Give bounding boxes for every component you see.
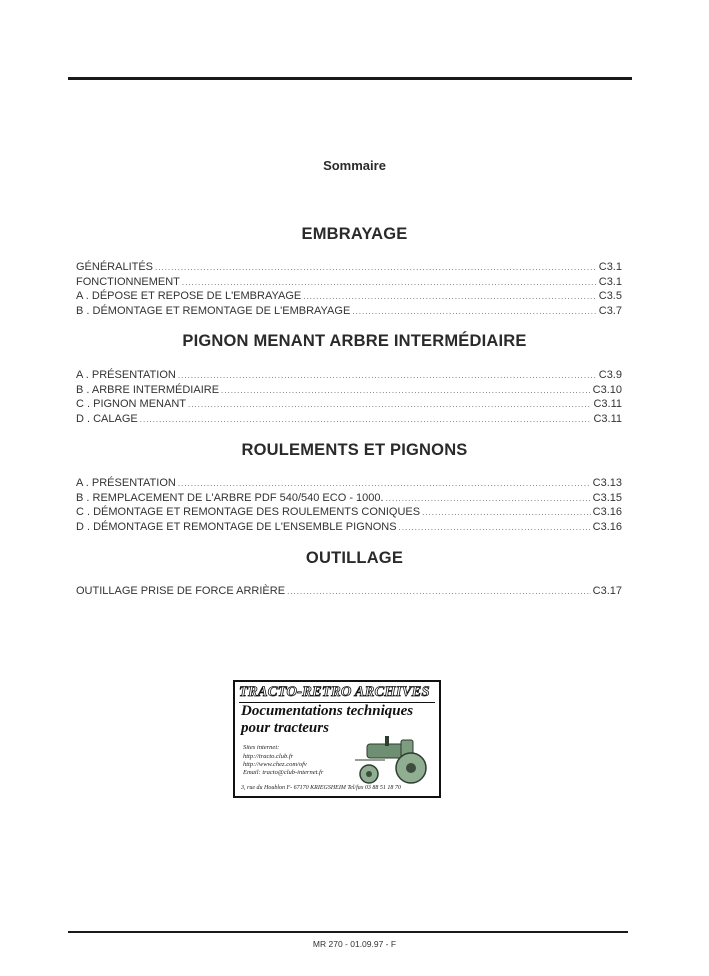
toc-pignon (76, 369, 622, 427)
bottom-rule (68, 931, 628, 933)
toc-entry: A . PRÉSENTATION ..... C3.9 (76, 369, 622, 384)
archive-stamp (233, 680, 441, 798)
toc-entry: B . DÉMONTAGE ET REMONTAGE DE L'EMBRAYAGE ..... C3.7 (76, 305, 622, 320)
toc-entry: A . PRÉSENTATION ..... C3.13 (76, 477, 622, 492)
page-title: Sommaire (323, 158, 386, 173)
toc-entry: B . ARBRE INTERMÉDIAIRE ..... C3.10 (76, 384, 622, 399)
stamp-sites-label: Sites internet: (243, 744, 280, 751)
toc-entry: C . DÉMONTAGE ET REMONTAGE DES ROULEMENTS CONIQUES ..... C3.16 (76, 506, 622, 521)
toc-entry: D . CALAGE ..... C3.11 (76, 413, 622, 428)
footer-reference: MR 270 - 01.09.97 - F (312, 939, 397, 949)
toc-entry: C . PIGNON MENANT ..... C3.11 (76, 398, 622, 413)
top-rule (68, 77, 632, 80)
toc-entry: D . DÉMONTAGE ET REMONTAGE DE L'ENSEMBLE PIGNONS ..... C3.16 (76, 521, 622, 536)
stamp-site1: http://tracto.club.fr (243, 753, 294, 760)
toc-entry: FONCTIONNEMENT ..... C3.1 (76, 276, 622, 291)
toc-roulements (76, 477, 622, 535)
stamp-address: 3, rue du Houblon F- 67170 KRIEGSHEIM Tel/fax 03 88 51 18 70 (241, 785, 401, 791)
stamp-line1: Documentations techniques (241, 703, 414, 719)
toc-entry: OUTILLAGE PRISE DE FORCE ARRIÈRE ..... C3.17 (76, 585, 622, 600)
section-heading-roulements: ROULEMENTS ET PIGNONS (241, 441, 468, 459)
stamp-name: TRACTO-RETRO ARCHIVES (239, 684, 430, 700)
tractor-icon (345, 734, 437, 786)
toc-entry: B . REMPLACEMENT DE L'ARBRE PDF 540/540 ECO - 1000. ..... C3.15 (76, 492, 622, 507)
stamp-email: Email: tracto@club-internet.fr (243, 769, 324, 776)
toc-embrayage (76, 261, 622, 319)
section-heading-embrayage: EMBRAYAGE (301, 225, 408, 243)
toc-entry: GÉNÉRALITÉS ..... C3.1 (76, 261, 622, 276)
toc-outillage (76, 585, 622, 600)
stamp-line2: pour tracteurs (241, 720, 329, 736)
section-heading-pignon: PIGNON MENANT ARBRE INTERMÉDIAIRE (182, 332, 527, 350)
section-heading-outillage: OUTILLAGE (305, 549, 404, 567)
toc-entry: A . DÉPOSE ET REPOSE DE L'EMBRAYAGE ..... C3.5 (76, 290, 622, 305)
stamp-site2: http://www.chez.com/ofv (243, 761, 307, 768)
